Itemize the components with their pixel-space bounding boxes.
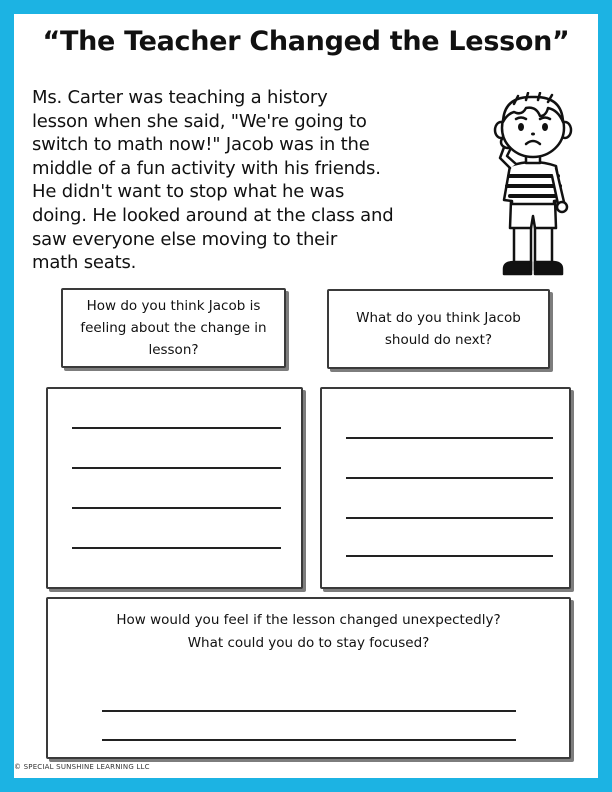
question-line: What could you do to stay focused? bbox=[187, 635, 430, 651]
answer-line[interactable] bbox=[346, 477, 553, 479]
question-line: feeling about the change in bbox=[80, 320, 267, 336]
answer-line[interactable] bbox=[102, 710, 516, 712]
story-line: Ms. Carter was teaching a history bbox=[32, 87, 328, 108]
answer-box-next[interactable] bbox=[320, 387, 571, 589]
story-line: switch to math now!" Jacob was in the bbox=[32, 134, 370, 156]
worksheet-title: “The Teacher Changed the Lesson” bbox=[42, 26, 570, 57]
answer-line[interactable] bbox=[102, 739, 516, 741]
question-line: How do you think Jacob is bbox=[86, 298, 261, 314]
story-paragraph bbox=[32, 86, 472, 275]
answer-box-focus[interactable] bbox=[46, 597, 571, 759]
question-line: What do you think Jacob bbox=[356, 310, 521, 326]
answer-line[interactable] bbox=[72, 507, 281, 509]
answer-line[interactable] bbox=[346, 517, 553, 519]
question-box-next bbox=[327, 289, 550, 369]
question-line: should do next? bbox=[384, 332, 493, 348]
story-line: middle of a fun activity with his friends. bbox=[32, 157, 381, 179]
story-line: lesson when she said, "We're going to bbox=[32, 110, 367, 132]
answer-line[interactable] bbox=[72, 547, 281, 549]
boy-thinking-icon bbox=[482, 92, 586, 282]
question-line: lesson? bbox=[148, 342, 199, 358]
answer-line[interactable] bbox=[72, 427, 281, 429]
question-line: How would you feel if the lesson changed unexpectedly? bbox=[116, 612, 501, 628]
story-line: doing. He looked around at the class and bbox=[32, 204, 394, 226]
worksheet-page bbox=[14, 14, 598, 778]
answer-line[interactable] bbox=[346, 437, 553, 439]
question-focus bbox=[48, 609, 569, 655]
story-line: He didn't want to stop what he was bbox=[32, 181, 345, 203]
answer-line[interactable] bbox=[72, 467, 281, 469]
answer-line[interactable] bbox=[346, 555, 553, 557]
copyright-notice: © SPECIAL SUNSHINE LEARNING LLC bbox=[14, 763, 150, 771]
answer-box-feeling[interactable] bbox=[46, 387, 303, 589]
story-line: saw everyone else moving to their bbox=[32, 228, 338, 250]
story-line: math seats. bbox=[32, 252, 137, 274]
question-box-feeling bbox=[61, 288, 286, 368]
